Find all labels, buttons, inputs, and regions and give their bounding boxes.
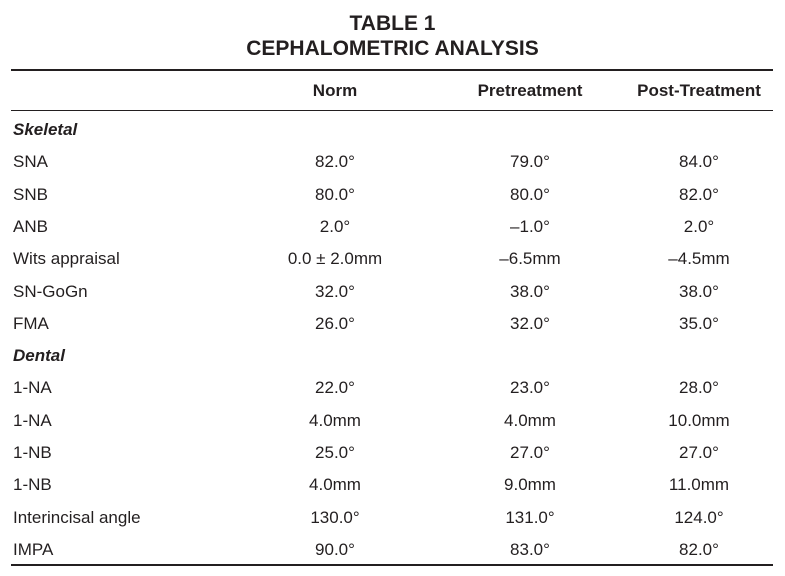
pretreatment-value: 4.0mm [504,410,556,430]
table-row [0,539,785,571]
norm-value: 32.0° [315,281,355,301]
section-label: Skeletal [13,120,78,139]
table-row [0,442,785,474]
row-label: FMA [13,313,49,333]
bottom-rule [11,564,773,566]
pretreatment-value: 23.0° [510,378,550,398]
section-header-row [0,345,785,377]
column-header-pretreatment: Pretreatment [477,81,583,100]
table-row [0,151,785,183]
table-row [0,248,785,280]
post-treatment-value: 124.0° [674,507,724,527]
norm-value: 25.0° [315,443,355,462]
table-row [0,474,785,506]
pretreatment-value: –1.0° [510,216,550,236]
table-row [0,313,785,345]
post-treatment-value: 82.0° [679,184,719,204]
post-treatment-value: 84.0° [679,152,719,172]
pretreatment-value: 32.0° [510,313,550,333]
row-label: SNB [13,184,48,204]
table-row [0,184,785,216]
row-label: ANB [13,216,48,236]
norm-value: 0.0 ± 2.0mm [287,249,383,269]
top-rule [11,69,773,71]
row-label: Interincisal angle [13,507,141,527]
post-treatment-value: 35.0° [679,313,719,333]
pretreatment-value: 80.0° [510,184,550,204]
row-label: Wits appraisal [13,249,120,269]
table-row [0,507,785,539]
table-number: TABLE 1 [349,12,436,35]
row-label: 1-NA [13,410,52,430]
post-treatment-value: 10.0mm [668,410,730,430]
norm-value: 4.0mm [309,475,361,495]
norm-value: 4.0mm [309,410,361,430]
post-treatment-value: 82.0° [679,539,719,559]
norm-value: 26.0° [315,313,355,333]
table-row [0,281,785,313]
post-treatment-value: 11.0mm [668,475,730,495]
norm-value: 2.0° [319,216,351,236]
post-treatment-value: 27.0° [679,443,719,462]
norm-value: 22.0° [315,378,355,398]
row-label: SN-GoGn [13,281,88,301]
section-label: Dental [13,346,65,366]
table-caption: CEPHALOMETRIC ANALYSIS [246,37,539,60]
pretreatment-value: 131.0° [505,507,555,527]
row-label: 1-NB [13,443,52,462]
norm-value: 90.0° [315,539,355,559]
pretreatment-value: 83.0° [510,539,550,559]
post-treatment-value: 38.0° [679,281,719,301]
row-label: SNA [13,152,48,172]
row-label: 1-NA [13,378,52,398]
post-treatment-value: 28.0° [679,378,719,398]
pretreatment-value: –6.5mm [499,249,561,269]
row-label: IMPA [13,539,54,559]
table-row [0,410,785,442]
pretreatment-value: 38.0° [510,281,550,301]
column-header-post-treatment: Post-Treatment [637,81,761,100]
norm-value: 130.0° [310,507,360,527]
row-label: 1-NB [13,475,52,495]
norm-value: 80.0° [315,184,355,204]
pretreatment-value: 27.0° [510,443,550,462]
section-header-row [0,119,785,151]
pretreatment-value: 79.0° [510,152,550,172]
header-rule [11,110,773,111]
post-treatment-value: –4.5mm [668,249,730,269]
post-treatment-value: 2.0° [683,216,715,236]
norm-value: 82.0° [315,152,355,172]
table-row [0,377,785,409]
table-row [0,216,785,248]
column-header-norm: Norm [312,81,358,100]
pretreatment-value: 9.0mm [504,475,556,495]
